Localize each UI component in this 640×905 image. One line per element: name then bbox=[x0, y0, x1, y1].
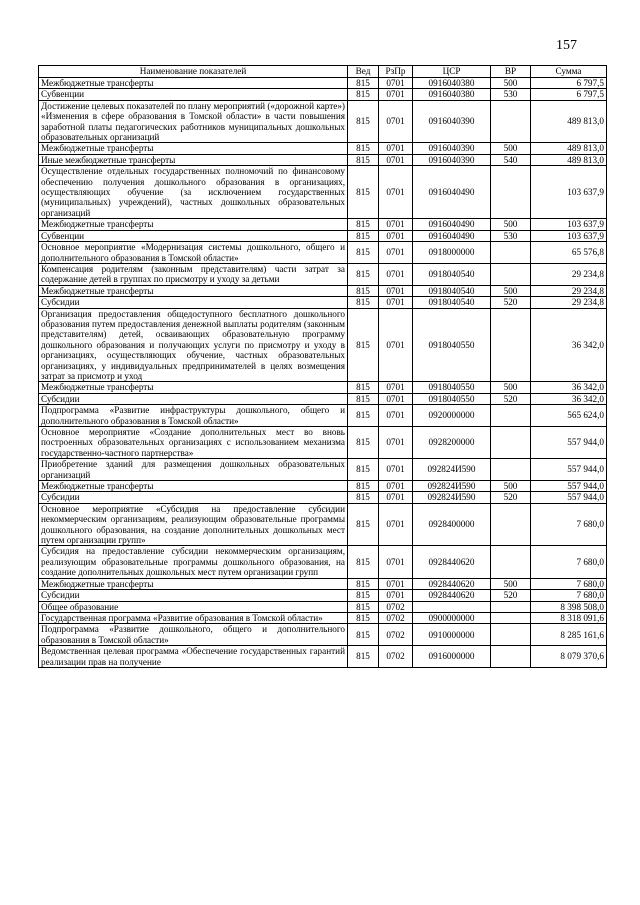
cell-vr: 520 bbox=[491, 393, 531, 404]
cell-ved: 815 bbox=[348, 89, 379, 100]
cell-csr: 0910000000 bbox=[413, 624, 491, 646]
header-vr: ВР bbox=[491, 66, 531, 78]
cell-ved: 815 bbox=[348, 601, 379, 612]
cell-sum: 29 234,8 bbox=[531, 263, 607, 285]
cell-name: Организация предоставления общедоступного бесплатного дошкольного образования путем предоставления денежной выплаты родителям (законным представителям) детей, осваивающих образовательную программу дошкольного образования и получающих услуги по присмотру и уходу в организациях, осуществляющих обучение, частных образовательных организациях, у индивидуальных предпринимателей в целях возмещения затрат за присмотр и уход bbox=[39, 308, 348, 382]
cell-csr: 0928440620 bbox=[413, 590, 491, 601]
cell-vr bbox=[491, 166, 531, 219]
cell-csr: 0916040380 bbox=[413, 89, 491, 100]
table-row bbox=[39, 143, 607, 154]
table-row bbox=[39, 219, 607, 230]
cell-name: Межбюджетные трансферты bbox=[39, 481, 348, 492]
table-row bbox=[39, 263, 607, 285]
cell-rzpr: 0701 bbox=[379, 297, 413, 308]
header-csr: ЦСР bbox=[413, 66, 491, 78]
cell-sum: 7 680,0 bbox=[531, 578, 607, 589]
cell-sum: 36 342,0 bbox=[531, 393, 607, 404]
cell-vr: 500 bbox=[491, 219, 531, 230]
cell-csr: 0916040390 bbox=[413, 100, 491, 143]
cell-name: Государственная программа «Развитие образования в Томской области» bbox=[39, 612, 348, 623]
cell-vr bbox=[491, 308, 531, 382]
cell-name: Основное мероприятие «Модернизация системы дошкольного, общего и дополнительного образования в Томской области» bbox=[39, 242, 348, 264]
cell-name: Компенсация родителям (законным представителям) части затрат за содержание детей в группах по присмотру и уходу за детьми bbox=[39, 263, 348, 285]
table-row bbox=[39, 100, 607, 143]
cell-csr: 0928440620 bbox=[413, 546, 491, 578]
cell-csr: 0918040550 bbox=[413, 382, 491, 393]
cell-vr: 520 bbox=[491, 590, 531, 601]
cell-vr bbox=[491, 242, 531, 264]
cell-name: Приобретение зданий для размещения дошкольных образовательных организаций bbox=[39, 459, 348, 481]
cell-rzpr: 0701 bbox=[379, 230, 413, 241]
cell-ved: 815 bbox=[348, 154, 379, 165]
cell-ved: 815 bbox=[348, 612, 379, 623]
cell-rzpr: 0701 bbox=[379, 503, 413, 546]
cell-csr: 0918000000 bbox=[413, 242, 491, 264]
cell-sum: 103 637,9 bbox=[531, 166, 607, 219]
cell-vr bbox=[491, 459, 531, 481]
cell-vr bbox=[491, 503, 531, 546]
cell-sum: 29 234,8 bbox=[531, 285, 607, 296]
cell-ved: 815 bbox=[348, 297, 379, 308]
cell-ved: 815 bbox=[348, 285, 379, 296]
cell-vr: 520 bbox=[491, 297, 531, 308]
cell-vr: 500 bbox=[491, 382, 531, 393]
table-row bbox=[39, 624, 607, 646]
table-row bbox=[39, 242, 607, 264]
cell-sum: 8 398 508,0 bbox=[531, 601, 607, 612]
cell-csr: 092824И590 bbox=[413, 481, 491, 492]
cell-sum: 8 318 091,6 bbox=[531, 612, 607, 623]
cell-rzpr: 0701 bbox=[379, 492, 413, 503]
cell-vr bbox=[491, 427, 531, 459]
cell-ved: 815 bbox=[348, 590, 379, 601]
table-row bbox=[39, 393, 607, 404]
cell-ved: 815 bbox=[348, 393, 379, 404]
cell-name: Субсидии bbox=[39, 297, 348, 308]
cell-csr: 0928440620 bbox=[413, 578, 491, 589]
cell-vr: 500 bbox=[491, 481, 531, 492]
cell-name: Подпрограмма «Развитие дошкольного, общего и дополнительного образования в Томской области» bbox=[39, 624, 348, 646]
cell-rzpr: 0702 bbox=[379, 646, 413, 668]
cell-sum: 489 813,0 bbox=[531, 100, 607, 143]
cell-vr: 500 bbox=[491, 143, 531, 154]
header-sum: Сумма bbox=[531, 66, 607, 78]
table-row bbox=[39, 427, 607, 459]
cell-rzpr: 0701 bbox=[379, 263, 413, 285]
table-row bbox=[39, 459, 607, 481]
table-row bbox=[39, 78, 607, 89]
header-ved: Вед bbox=[348, 66, 379, 78]
cell-csr: 0928200000 bbox=[413, 427, 491, 459]
cell-sum: 7 680,0 bbox=[531, 546, 607, 578]
table-row bbox=[39, 503, 607, 546]
cell-ved: 815 bbox=[348, 230, 379, 241]
cell-name: Межбюджетные трансферты bbox=[39, 382, 348, 393]
cell-name: Межбюджетные трансферты bbox=[39, 285, 348, 296]
cell-rzpr: 0702 bbox=[379, 624, 413, 646]
cell-name: Основное мероприятие «Создание дополнительных мест во вновь построенных образовательных организациях с использованием механизма государственно-частного партнерства» bbox=[39, 427, 348, 459]
cell-csr: 0916040490 bbox=[413, 219, 491, 230]
cell-rzpr: 0701 bbox=[379, 393, 413, 404]
cell-csr: 0918040550 bbox=[413, 308, 491, 382]
table-row bbox=[39, 646, 607, 668]
cell-name: Достижение целевых показателей по плану мероприятий («дорожной карте») «Изменения в сфере образования в Томской области» в части повышения заработной платы педагогических работников муниципальных дошкольных образовательных организаций bbox=[39, 100, 348, 143]
cell-csr: 0918040540 bbox=[413, 285, 491, 296]
cell-vr bbox=[491, 646, 531, 668]
table-row bbox=[39, 154, 607, 165]
cell-rzpr: 0701 bbox=[379, 481, 413, 492]
cell-rzpr: 0701 bbox=[379, 459, 413, 481]
cell-name: Субсидии bbox=[39, 492, 348, 503]
table-row bbox=[39, 601, 607, 612]
header-rzpr: РзПр bbox=[379, 66, 413, 78]
cell-rzpr: 0702 bbox=[379, 612, 413, 623]
cell-rzpr: 0701 bbox=[379, 546, 413, 578]
cell-name: Межбюджетные трансферты bbox=[39, 78, 348, 89]
cell-vr bbox=[491, 624, 531, 646]
cell-csr: 0918040540 bbox=[413, 297, 491, 308]
table-row bbox=[39, 166, 607, 219]
cell-csr: 0916040390 bbox=[413, 143, 491, 154]
table-row bbox=[39, 308, 607, 382]
cell-ved: 815 bbox=[348, 481, 379, 492]
cell-sum: 557 944,0 bbox=[531, 427, 607, 459]
cell-rzpr: 0701 bbox=[379, 578, 413, 589]
cell-csr: 0916040490 bbox=[413, 230, 491, 241]
cell-csr: 092824И590 bbox=[413, 459, 491, 481]
cell-sum: 565 624,0 bbox=[531, 405, 607, 427]
cell-ved: 815 bbox=[348, 166, 379, 219]
table-row bbox=[39, 382, 607, 393]
cell-rzpr: 0701 bbox=[379, 166, 413, 219]
cell-name: Субвенции bbox=[39, 89, 348, 100]
cell-sum: 36 342,0 bbox=[531, 308, 607, 382]
cell-sum: 7 680,0 bbox=[531, 590, 607, 601]
cell-vr bbox=[491, 100, 531, 143]
table-body bbox=[39, 78, 607, 668]
cell-sum: 6 797,5 bbox=[531, 78, 607, 89]
cell-name: Субсидии bbox=[39, 393, 348, 404]
cell-rzpr: 0701 bbox=[379, 143, 413, 154]
cell-csr: 0918040540 bbox=[413, 263, 491, 285]
cell-sum: 6 797,5 bbox=[531, 89, 607, 100]
table-row bbox=[39, 89, 607, 100]
cell-csr: 0916000000 bbox=[413, 646, 491, 668]
cell-sum: 29 234,8 bbox=[531, 297, 607, 308]
cell-ved: 815 bbox=[348, 382, 379, 393]
cell-csr: 0918040550 bbox=[413, 393, 491, 404]
table-row bbox=[39, 492, 607, 503]
cell-sum: 557 944,0 bbox=[531, 481, 607, 492]
cell-vr: 540 bbox=[491, 154, 531, 165]
cell-rzpr: 0701 bbox=[379, 405, 413, 427]
cell-ved: 815 bbox=[348, 219, 379, 230]
cell-csr: 0900000000 bbox=[413, 612, 491, 623]
cell-csr: 0916040490 bbox=[413, 166, 491, 219]
cell-csr: 0928400000 bbox=[413, 503, 491, 546]
table-row bbox=[39, 230, 607, 241]
cell-ved: 815 bbox=[348, 459, 379, 481]
cell-name: Иные межбюджетные трансферты bbox=[39, 154, 348, 165]
cell-ved: 815 bbox=[348, 492, 379, 503]
cell-vr bbox=[491, 263, 531, 285]
cell-sum: 103 637,9 bbox=[531, 219, 607, 230]
table-row bbox=[39, 590, 607, 601]
cell-rzpr: 0701 bbox=[379, 382, 413, 393]
cell-name: Межбюджетные трансферты bbox=[39, 578, 348, 589]
table-header bbox=[39, 66, 607, 78]
header-name: Наименование показателей bbox=[39, 66, 348, 78]
cell-ved: 815 bbox=[348, 405, 379, 427]
cell-sum: 8 079 370,6 bbox=[531, 646, 607, 668]
cell-vr bbox=[491, 601, 531, 612]
cell-sum: 8 285 161,6 bbox=[531, 624, 607, 646]
cell-rzpr: 0701 bbox=[379, 427, 413, 459]
cell-ved: 815 bbox=[348, 100, 379, 143]
cell-rzpr: 0701 bbox=[379, 308, 413, 382]
cell-name: Подпрограмма «Развитие инфраструктуры дошкольного, общего и дополнительного образования в Томской области» bbox=[39, 405, 348, 427]
cell-rzpr: 0702 bbox=[379, 601, 413, 612]
cell-rzpr: 0701 bbox=[379, 242, 413, 264]
budget-table bbox=[38, 65, 607, 668]
cell-name: Межбюджетные трансферты bbox=[39, 143, 348, 154]
cell-ved: 815 bbox=[348, 78, 379, 89]
header-row bbox=[39, 66, 607, 78]
cell-ved: 815 bbox=[348, 427, 379, 459]
cell-rzpr: 0701 bbox=[379, 590, 413, 601]
cell-name: Субвенции bbox=[39, 230, 348, 241]
cell-rzpr: 0701 bbox=[379, 219, 413, 230]
cell-name: Межбюджетные трансферты bbox=[39, 219, 348, 230]
cell-rzpr: 0701 bbox=[379, 89, 413, 100]
cell-ved: 815 bbox=[348, 646, 379, 668]
cell-sum: 489 813,0 bbox=[531, 143, 607, 154]
cell-name: Общее образование bbox=[39, 601, 348, 612]
cell-ved: 815 bbox=[348, 143, 379, 154]
table-row bbox=[39, 612, 607, 623]
cell-vr: 520 bbox=[491, 492, 531, 503]
table-row bbox=[39, 285, 607, 296]
cell-vr: 530 bbox=[491, 230, 531, 241]
cell-sum: 557 944,0 bbox=[531, 459, 607, 481]
cell-vr: 500 bbox=[491, 578, 531, 589]
cell-sum: 65 576,8 bbox=[531, 242, 607, 264]
cell-rzpr: 0701 bbox=[379, 100, 413, 143]
cell-vr bbox=[491, 612, 531, 623]
cell-sum: 489 813,0 bbox=[531, 154, 607, 165]
cell-vr: 500 bbox=[491, 285, 531, 296]
cell-ved: 815 bbox=[348, 308, 379, 382]
cell-vr: 530 bbox=[491, 89, 531, 100]
cell-sum: 557 944,0 bbox=[531, 492, 607, 503]
cell-name: Осуществление отдельных государственных полномочий по финансовому обеспечению получения дошкольного образования в организациях, осуществляющих обучение (за исключением государственных (муниципальных) учреждений), частных дошкольных образовательных организаций bbox=[39, 166, 348, 219]
cell-csr: 0920000000 bbox=[413, 405, 491, 427]
cell-csr: 092824И590 bbox=[413, 492, 491, 503]
cell-csr: 0916040390 bbox=[413, 154, 491, 165]
cell-vr: 500 bbox=[491, 78, 531, 89]
page-number: 157 bbox=[556, 38, 577, 53]
cell-rzpr: 0701 bbox=[379, 78, 413, 89]
cell-vr bbox=[491, 405, 531, 427]
table-row bbox=[39, 546, 607, 578]
cell-name: Ведомственная целевая программа «Обеспечение государственных гарантий реализации прав на получение bbox=[39, 646, 348, 668]
table-row bbox=[39, 481, 607, 492]
cell-ved: 815 bbox=[348, 578, 379, 589]
cell-rzpr: 0701 bbox=[379, 154, 413, 165]
cell-ved: 815 bbox=[348, 546, 379, 578]
cell-sum: 36 342,0 bbox=[531, 382, 607, 393]
cell-sum: 7 680,0 bbox=[531, 503, 607, 546]
cell-rzpr: 0701 bbox=[379, 285, 413, 296]
cell-ved: 815 bbox=[348, 263, 379, 285]
cell-name: Субсидия на предоставление субсидии некоммерческим организациям, реализующим образовательные программы дошкольного образования, на создание дополнительных дошкольных мест путем организации групп bbox=[39, 546, 348, 578]
cell-sum: 103 637,9 bbox=[531, 230, 607, 241]
cell-ved: 815 bbox=[348, 242, 379, 264]
cell-csr: 0916040380 bbox=[413, 78, 491, 89]
table-row bbox=[39, 297, 607, 308]
cell-ved: 815 bbox=[348, 624, 379, 646]
table-row bbox=[39, 405, 607, 427]
cell-name: Основное мероприятие «Субсидия на предоставление субсидии некоммерческим организациям, реализующим образовательные программы дошкольного образования, на создание дополнительных дошкольных мест путем организации групп» bbox=[39, 503, 348, 546]
cell-csr bbox=[413, 601, 491, 612]
cell-name: Субсидии bbox=[39, 590, 348, 601]
table-row bbox=[39, 578, 607, 589]
cell-vr bbox=[491, 546, 531, 578]
cell-ved: 815 bbox=[348, 503, 379, 546]
